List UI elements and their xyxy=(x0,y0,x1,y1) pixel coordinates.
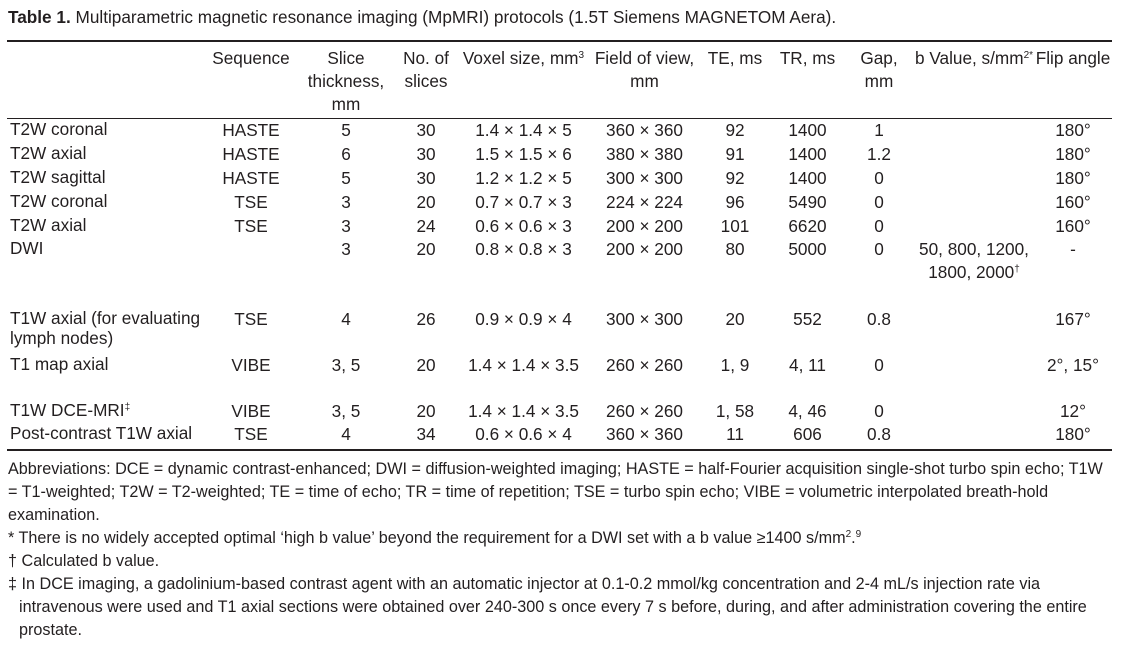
cell-flip-angle: 180° xyxy=(1055,144,1091,164)
cell-sequence: TSE xyxy=(234,216,268,236)
cell-flip-angle: - xyxy=(1070,239,1076,259)
cell-field-of-view: 260 × 260 xyxy=(606,355,683,375)
cell-slices: 20 xyxy=(416,401,436,421)
cell-slices: 34 xyxy=(416,424,436,444)
footnote-double-dagger: ‡ In DCE imaging, a gadolinium-based contrast agent with an automatic injector at 0.1-0.2 mmol/kg concentration and 2-4 mL/s injection rate via intravenous were used and T1 axial sections were obtained over 240-300 s once every 7 s before, during, and after administration covering the entire prostate. xyxy=(8,575,1087,639)
cell-tr: 1400 xyxy=(788,144,827,164)
cell-voxel-size: 0.6 × 0.6 × 3 xyxy=(475,216,572,236)
cell-slices: 20 xyxy=(416,192,436,212)
cell-row-label: Post-contrast T1W axial xyxy=(10,423,193,443)
cell-sequence: HASTE xyxy=(222,168,280,188)
cell-te: 20 xyxy=(725,309,745,329)
cell-voxel-size: 0.9 × 0.9 × 4 xyxy=(475,309,572,329)
cell-field-of-view: 300 × 300 xyxy=(606,168,683,188)
cell-tr: 606 xyxy=(793,424,822,444)
header-cell-b-value: b Value, $s/mm^{2*}$ xyxy=(914,48,1034,68)
cell-te: 80 xyxy=(725,239,745,259)
cell-te: 91 xyxy=(725,144,745,164)
cell-b-value: 50, 800, 1200, 1800, 2000† xyxy=(919,239,1029,282)
cell-field-of-view: 200 × 200 xyxy=(606,216,683,236)
header-cell-slices: No. of slices xyxy=(403,48,449,91)
cell-slice-thickness: 4 xyxy=(341,424,351,444)
cell-sequence: VIBE xyxy=(231,401,271,421)
footnote-star: * There is no widely accepted optimal ‘high b value’ beyond the requirement for a DWI set with a b value ≥1400 $s/mm^2.^9$ xyxy=(8,529,862,547)
cell-row-label: T1W DCE-MRI‡ xyxy=(10,400,131,420)
table-row xyxy=(7,119,1112,143)
cell-slice-thickness: 3, 5 xyxy=(331,401,361,421)
cell-tr: 1400 xyxy=(788,168,827,188)
table-row xyxy=(7,143,1112,167)
cell-voxel-size: 1.5 × 1.5 × 6 xyxy=(475,144,572,164)
cell-gap: 1.2 xyxy=(867,144,891,164)
cell-voxel-size: 1.4 × 1.4 × 3.5 xyxy=(468,355,579,375)
cell-b-value xyxy=(914,308,1034,354)
cell-tr: 5490 xyxy=(788,192,827,212)
cell-slices: 20 xyxy=(416,239,436,259)
cell-slice-thickness: 5 xyxy=(341,168,351,188)
cell-gap: 0.8 xyxy=(867,309,891,329)
cell-te: 92 xyxy=(725,168,745,188)
cell-b-value xyxy=(914,354,1034,400)
cell-slices: 20 xyxy=(416,355,436,375)
cell-gap: 0 xyxy=(874,216,884,236)
cell-flip-angle: 12° xyxy=(1060,401,1086,421)
bottom-rule xyxy=(7,449,1112,451)
cell-sequence: VIBE xyxy=(231,355,271,375)
cell-tr: 1400 xyxy=(788,120,827,140)
cell-sequence: TSE xyxy=(234,424,268,444)
cell-row-label: T1W axial (for evaluating lymph nodes) xyxy=(10,308,201,348)
cell-field-of-view: 380 × 380 xyxy=(606,144,683,164)
cell-row-label: T2W coronal xyxy=(10,119,108,139)
table-row xyxy=(7,167,1112,191)
cell-row-label: T2W axial xyxy=(10,143,87,163)
cell-field-of-view: 224 × 224 xyxy=(606,192,683,212)
cell-tr: 6620 xyxy=(788,216,827,236)
cell-te: 101 xyxy=(720,216,750,236)
cell-sequence: HASTE xyxy=(222,120,280,140)
cell-flip-angle: 180° xyxy=(1055,424,1091,444)
cell-gap: 0 xyxy=(874,168,884,188)
header-cell-row-label xyxy=(7,44,205,119)
cell-b-value xyxy=(914,423,1034,447)
cell-sequence: HASTE xyxy=(222,144,280,164)
cell-voxel-size: 1.4 × 1.4 × 3.5 xyxy=(468,401,579,421)
cell-b-value xyxy=(914,143,1034,167)
cell-sequence: TSE xyxy=(234,192,268,212)
table-row xyxy=(7,400,1112,423)
table-row xyxy=(7,238,1112,308)
header-cell-gap: Gap, mm xyxy=(860,48,898,91)
cell-slice-thickness: 4 xyxy=(341,309,351,329)
cell-tr: 4, 11 xyxy=(789,355,826,375)
header-cell-field-of-view: Field of view, mm xyxy=(594,48,695,91)
cell-field-of-view: 360 × 360 xyxy=(606,424,683,444)
cell-te: 96 xyxy=(725,192,745,212)
cell-gap: 0 xyxy=(874,239,884,259)
cell-row-label: T2W coronal xyxy=(10,191,108,211)
cell-voxel-size: 0.8 × 0.8 × 3 xyxy=(475,239,572,259)
cell-te: 1, 58 xyxy=(715,401,755,421)
header-cell-te: TE, ms xyxy=(707,48,763,68)
cell-flip-angle: 180° xyxy=(1055,120,1091,140)
footnote-abbreviations: Abbreviations: DCE = dynamic contrast-enhanced; DWI = diffusion-weighted imaging; HASTE = half-Fourier acquisition single-shot turbo spin echo; T1W = T1-weighted; T2W = T2-weighted; TE = time of echo; TR = time of repetition; TSE = turbo spin echo; VIBE = volumetric interpolated breath-hold examination. xyxy=(8,460,1103,524)
table-row xyxy=(7,354,1112,400)
cell-voxel-size: 1.4 × 1.4 × 5 xyxy=(475,120,572,140)
header-row xyxy=(7,44,1112,119)
cell-b-value xyxy=(914,215,1034,238)
cell-slice-thickness: 6 xyxy=(341,144,351,164)
cell-b-value xyxy=(914,167,1034,191)
cell-voxel-size: 0.7 × 0.7 × 3 xyxy=(475,192,572,212)
cell-tr: 552 xyxy=(793,309,822,329)
header-cell-sequence: Sequence xyxy=(212,48,290,68)
cell-te: 92 xyxy=(725,120,745,140)
header-cell-slice-thickness: Slice thickness, mm xyxy=(307,48,385,114)
cell-slices: 30 xyxy=(416,168,436,188)
cell-gap: 1 xyxy=(874,120,884,140)
cell-flip-angle: 2°, 15° xyxy=(1047,355,1099,375)
top-rule xyxy=(7,40,1112,42)
footnotes xyxy=(8,458,1113,642)
cell-b-value xyxy=(914,119,1034,143)
cell-flip-angle: 160° xyxy=(1055,216,1091,236)
cell-slice-thickness: 3 xyxy=(341,216,351,236)
cell-tr: 5000 xyxy=(788,239,827,259)
cell-slice-thickness: 5 xyxy=(341,120,351,140)
protocol-table xyxy=(7,44,1112,447)
header-cell-voxel-size: Voxel size, $mm^3$ xyxy=(462,48,585,68)
table-caption-label: Table 1. xyxy=(8,7,71,27)
cell-sequence: TSE xyxy=(234,309,268,329)
cell-row-label: T2W sagittal xyxy=(10,167,106,187)
cell-flip-angle: 167° xyxy=(1055,309,1091,329)
cell-slice-thickness: 3 xyxy=(341,192,351,212)
cell-flip-angle: 180° xyxy=(1055,168,1091,188)
cell-tr: 4, 46 xyxy=(788,401,827,421)
cell-slices: 30 xyxy=(416,144,436,164)
cell-b-value xyxy=(914,191,1034,215)
footnote-dagger: † Calculated b value. xyxy=(8,552,160,570)
cell-slices: 26 xyxy=(416,309,436,329)
cell-field-of-view: 300 × 300 xyxy=(606,309,683,329)
cell-flip-angle: 160° xyxy=(1055,192,1091,212)
cell-sequence xyxy=(205,238,297,308)
cell-gap: 0 xyxy=(874,192,884,212)
table-row xyxy=(7,191,1112,215)
cell-gap: 0 xyxy=(874,401,884,421)
cell-row-label: T2W axial xyxy=(10,215,87,235)
cell-slices: 30 xyxy=(416,120,436,140)
cell-gap: 0.8 xyxy=(867,424,891,444)
table-row xyxy=(7,423,1112,447)
cell-slice-thickness: 3 xyxy=(341,239,351,259)
cell-field-of-view: 360 × 360 xyxy=(606,120,683,140)
cell-row-label: DWI xyxy=(10,238,44,258)
cell-b-value xyxy=(914,400,1034,423)
cell-field-of-view: 260 × 260 xyxy=(606,401,683,421)
table-row xyxy=(7,308,1112,354)
table-body xyxy=(7,119,1112,447)
table-row xyxy=(7,215,1112,238)
cell-te: 1, 9 xyxy=(720,355,750,375)
table-caption-text: Multiparametric magnetic resonance imaging (MpMRI) protocols (1.5T Siemens MAGNETOM Aera). xyxy=(75,7,837,27)
cell-voxel-size: 0.6 × 0.6 × 4 xyxy=(475,424,572,444)
header-cell-flip-angle: Flip angle xyxy=(1035,48,1111,68)
cell-field-of-view: 200 × 200 xyxy=(606,239,683,259)
cell-slice-thickness: 3, 5 xyxy=(331,355,361,375)
table-caption xyxy=(8,6,836,28)
cell-gap: 0 xyxy=(874,355,884,375)
cell-slices: 24 xyxy=(416,216,436,236)
cell-voxel-size: 1.2 × 1.2 × 5 xyxy=(475,168,572,188)
cell-te: 11 xyxy=(726,424,744,444)
header-cell-tr: TR, ms xyxy=(779,48,836,68)
cell-row-label: T1 map axial xyxy=(10,354,109,374)
